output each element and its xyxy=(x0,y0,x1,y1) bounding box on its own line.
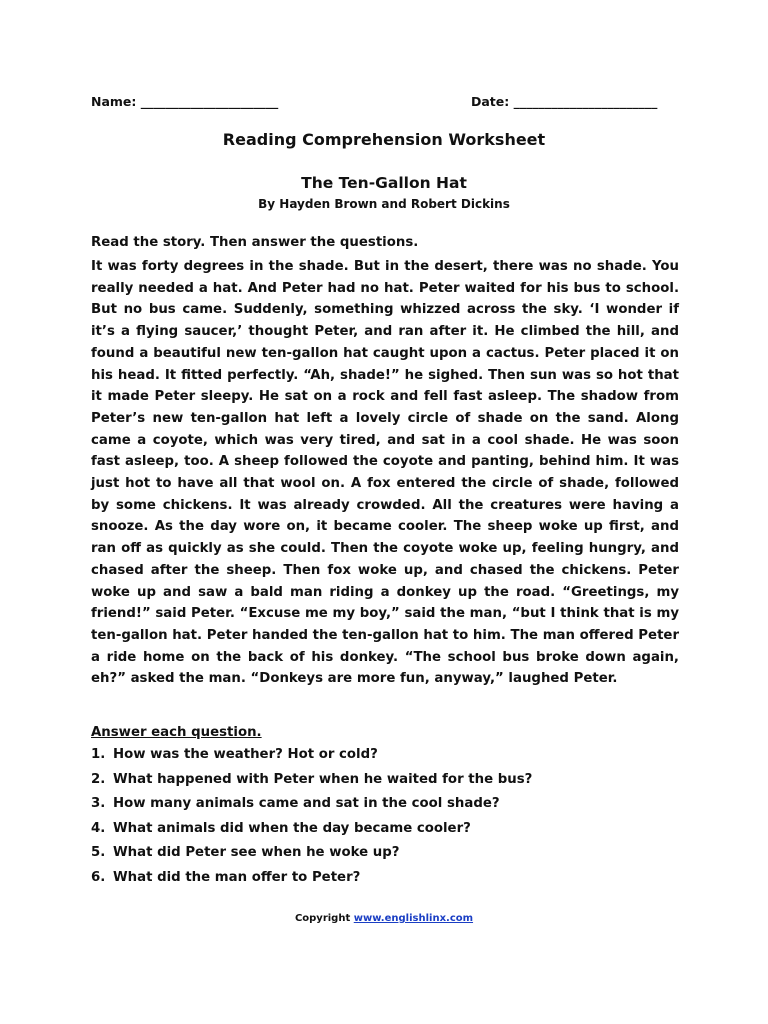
question-number: 5. xyxy=(91,845,106,860)
question-item xyxy=(91,746,532,771)
question-text: How many animals came and sat in the cool shade? xyxy=(113,796,500,811)
worksheet-title: Reading Comprehension Worksheet xyxy=(222,130,546,149)
question-item xyxy=(91,820,532,845)
copyright-link[interactable]: www.englishlinx.com xyxy=(353,913,474,924)
question-number: 3. xyxy=(91,796,106,811)
question-number: 1. xyxy=(91,747,106,762)
question-item xyxy=(91,869,532,894)
question-text: What happened with Peter when he waited for the bus? xyxy=(113,771,533,787)
question-number: 4. xyxy=(91,820,106,836)
questions-heading: Answer each question. xyxy=(91,725,262,740)
header-row xyxy=(91,94,681,114)
question-item xyxy=(91,771,532,796)
question-text: What did Peter see when he woke up? xyxy=(113,845,400,860)
story-title: The Ten-Gallon Hat xyxy=(301,174,467,192)
question-text: What animals did when the day became cooler? xyxy=(113,820,471,836)
question-item xyxy=(91,844,532,869)
story-authors: By Hayden Brown and Robert Dickins xyxy=(258,197,510,211)
instructions: Read the story. Then answer the questions. xyxy=(91,235,419,250)
question-number: 2. xyxy=(91,771,106,787)
copyright-footer xyxy=(0,913,768,924)
question-list xyxy=(91,746,532,893)
question-item xyxy=(91,795,532,820)
question-text: How was the weather? Hot or cold? xyxy=(113,747,378,762)
question-number: 6. xyxy=(91,869,106,885)
copyright-label: Copyright xyxy=(294,913,351,924)
story-text: It was forty degrees in the shade. But in the desert, there was no shade. You really needed a hat. And Peter had no hat. Peter waited for his bus to school. But no bus came. Suddenly, something whizzed across the sky. ‘I wonder if it’s a flying saucer,’ thought Peter, and ran after it. He climbed the hill, and found a beautiful new ten-gallon hat caught upon a cactus. Peter placed it on his head. It fitted perfectly. “Ah, shade!” he sighed. Then sun was so hot that it made Peter sleepy. He sat on a rock and fell fast asleep. The shadow from Peter’s new ten-gallon hat left a lovely circle of shade on the sand. Along came a coyote, which was very tired, and sat in a cool shade. He was soon fast asleep, too. A sheep followed the coyote and panting, behind him. It was just hot to have all that wool on. A fox entered the circle of shade, followed by some chickens. It was already crowded. All the creatures were having a snooze. As the day wore on, it became cooler. The sheep woke up first, and ran off as quickly as she could. Then the coyote woke up, feeling hungry, and chased after the sheep. Then fox woke up, and chased the chickens. Peter woke up and saw a bald man riding a donkey up the road. “Greetings, my friend!” said Peter. “Excuse me my boy,” said the man, “but I think that is my ten-gallon hat. Peter handed the ten-gallon hat to him. The man offered Peter a ride home on the back of his donkey. “The school bus broke down again, eh?” asked the man. “Donkeys are more fun, anyway,” laughed Peter. xyxy=(91,259,679,687)
name-field: Name: ______________________ xyxy=(91,94,279,109)
date-field: Date: _______________________ xyxy=(471,94,658,109)
question-text: What did the man offer to Peter? xyxy=(113,869,361,885)
